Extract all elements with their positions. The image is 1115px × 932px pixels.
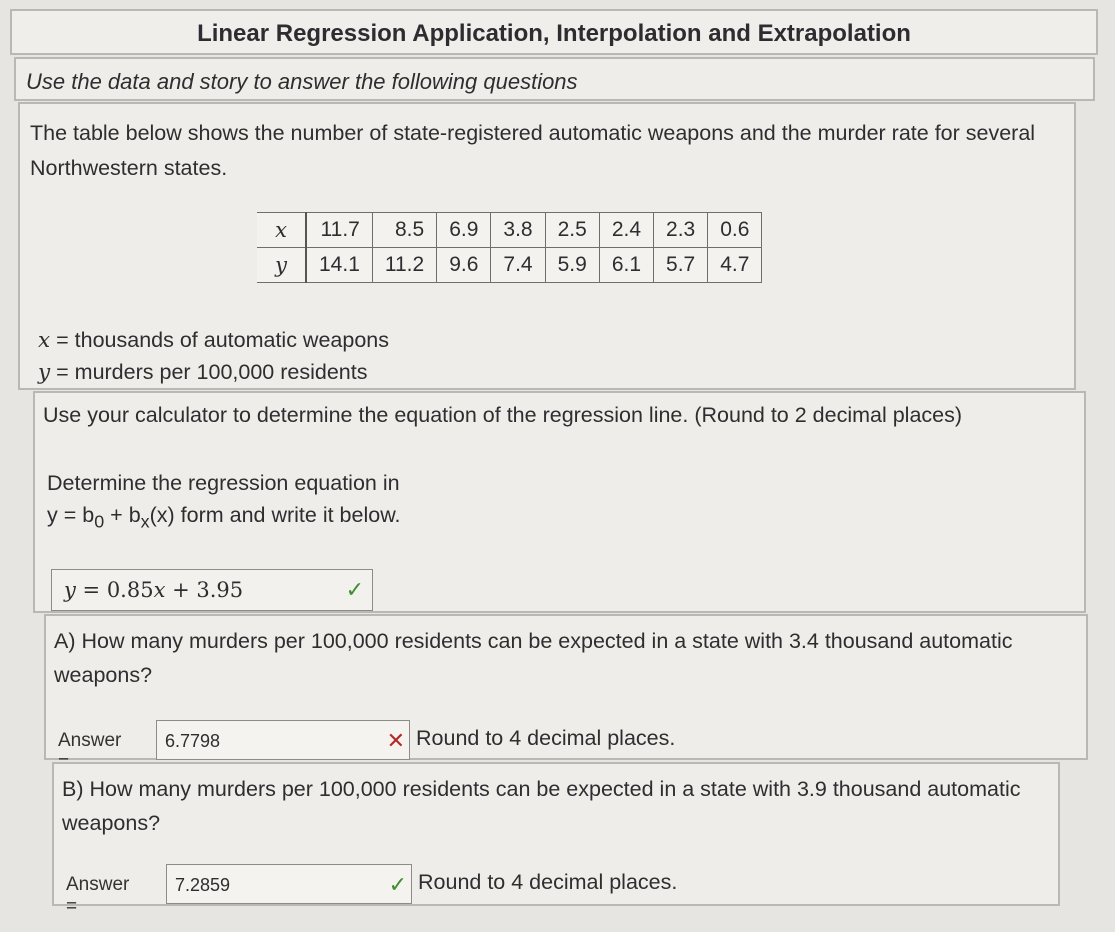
form-mid: + b <box>104 503 141 527</box>
cross-icon: ✕ <box>386 728 405 753</box>
data-table <box>257 212 762 283</box>
table-y-label: y <box>257 248 306 283</box>
table-cell: 5.9 <box>545 248 599 283</box>
question-b-text: B) How many murders per 100,000 residents can be expected in a state with 3.9 thousand automatic weapons? <box>62 777 1021 835</box>
table-row-y <box>257 248 762 283</box>
regression-instructions <box>47 467 401 537</box>
table-cell: 6.1 <box>599 248 653 283</box>
form-sub-0: 0 <box>94 511 105 532</box>
table-cell: 11.2 <box>372 248 436 283</box>
y-definition <box>38 360 367 385</box>
table-cell: 5.7 <box>654 248 708 283</box>
regression-form <box>47 499 401 537</box>
question-a-answer-input[interactable] <box>156 720 410 760</box>
equation-x: x <box>153 578 166 602</box>
table-cell: 9.6 <box>437 248 491 283</box>
answer-label: Answer <box>58 730 122 751</box>
page-title: Linear Regression Application, Interpolation and Extrapolation <box>197 20 911 47</box>
equation-middle: = 0.85 <box>75 578 154 602</box>
regression-equation-input[interactable] <box>51 569 373 611</box>
x-definition-text: = thousands of automatic weapons <box>50 328 389 352</box>
form-prefix: y = b <box>47 503 95 527</box>
table-cell: 7.4 <box>491 248 545 283</box>
title-box <box>10 9 1098 55</box>
table-cell: 4.7 <box>708 248 762 283</box>
answer-label: Answer = <box>66 874 130 917</box>
equation-end: + 3.95 <box>165 578 244 602</box>
table-cell: 8.5 <box>372 213 436 248</box>
form-sub-x: x <box>140 511 150 532</box>
table-cell: 2.3 <box>654 213 708 248</box>
regression-prompt: Use your calculator to determine the equation of the regression line. (Round to 2 decimal places) <box>43 403 963 427</box>
round-note: Round to 4 decimal places. <box>418 870 678 894</box>
question-b-answer-input[interactable] <box>166 864 412 904</box>
story-box <box>18 102 1076 390</box>
regression-box <box>33 391 1086 613</box>
y-definition-text: = murders per 100,000 residents <box>50 360 368 384</box>
table-x-label: x <box>257 213 306 248</box>
round-note: Round to 4 decimal places. <box>416 726 676 750</box>
check-icon: ✓ <box>345 577 364 602</box>
form-suffix: (x) form and write it below. <box>149 503 401 527</box>
question-b-box <box>52 762 1060 917</box>
check-icon: ✓ <box>388 872 407 897</box>
table-row-x <box>257 213 762 248</box>
table-cell: 2.5 <box>545 213 599 248</box>
story-text: The table below shows the number of state-registered automatic weapons and the murder rate for several Northwestern states. <box>30 121 1036 180</box>
table-cell: 0.6 <box>708 213 762 248</box>
y-variable: y <box>38 360 51 385</box>
table-cell: 3.8 <box>491 213 545 248</box>
answer-value: 7.2859 <box>175 875 231 895</box>
question-a-text: A) How many murders per 100,000 residents can be expected in a state with 3.4 thousand automatic weapons? <box>54 629 1013 687</box>
table-cell: 14.1 <box>306 248 372 283</box>
table-cell: 6.9 <box>437 213 491 248</box>
equation-y: y <box>64 578 76 602</box>
x-variable: x <box>38 328 51 353</box>
regression-equation-value <box>64 578 243 602</box>
answer-value: 6.7798 <box>165 731 221 751</box>
x-definition <box>38 328 389 353</box>
table-cell: 11.7 <box>306 213 372 248</box>
table-cell: 2.4 <box>599 213 653 248</box>
instructions-box <box>14 57 1095 101</box>
regression-instructions-line1: Determine the regression equation in <box>47 471 400 495</box>
instructions-text: Use the data and story to answer the following questions <box>26 69 578 94</box>
question-a-box <box>44 614 1088 760</box>
